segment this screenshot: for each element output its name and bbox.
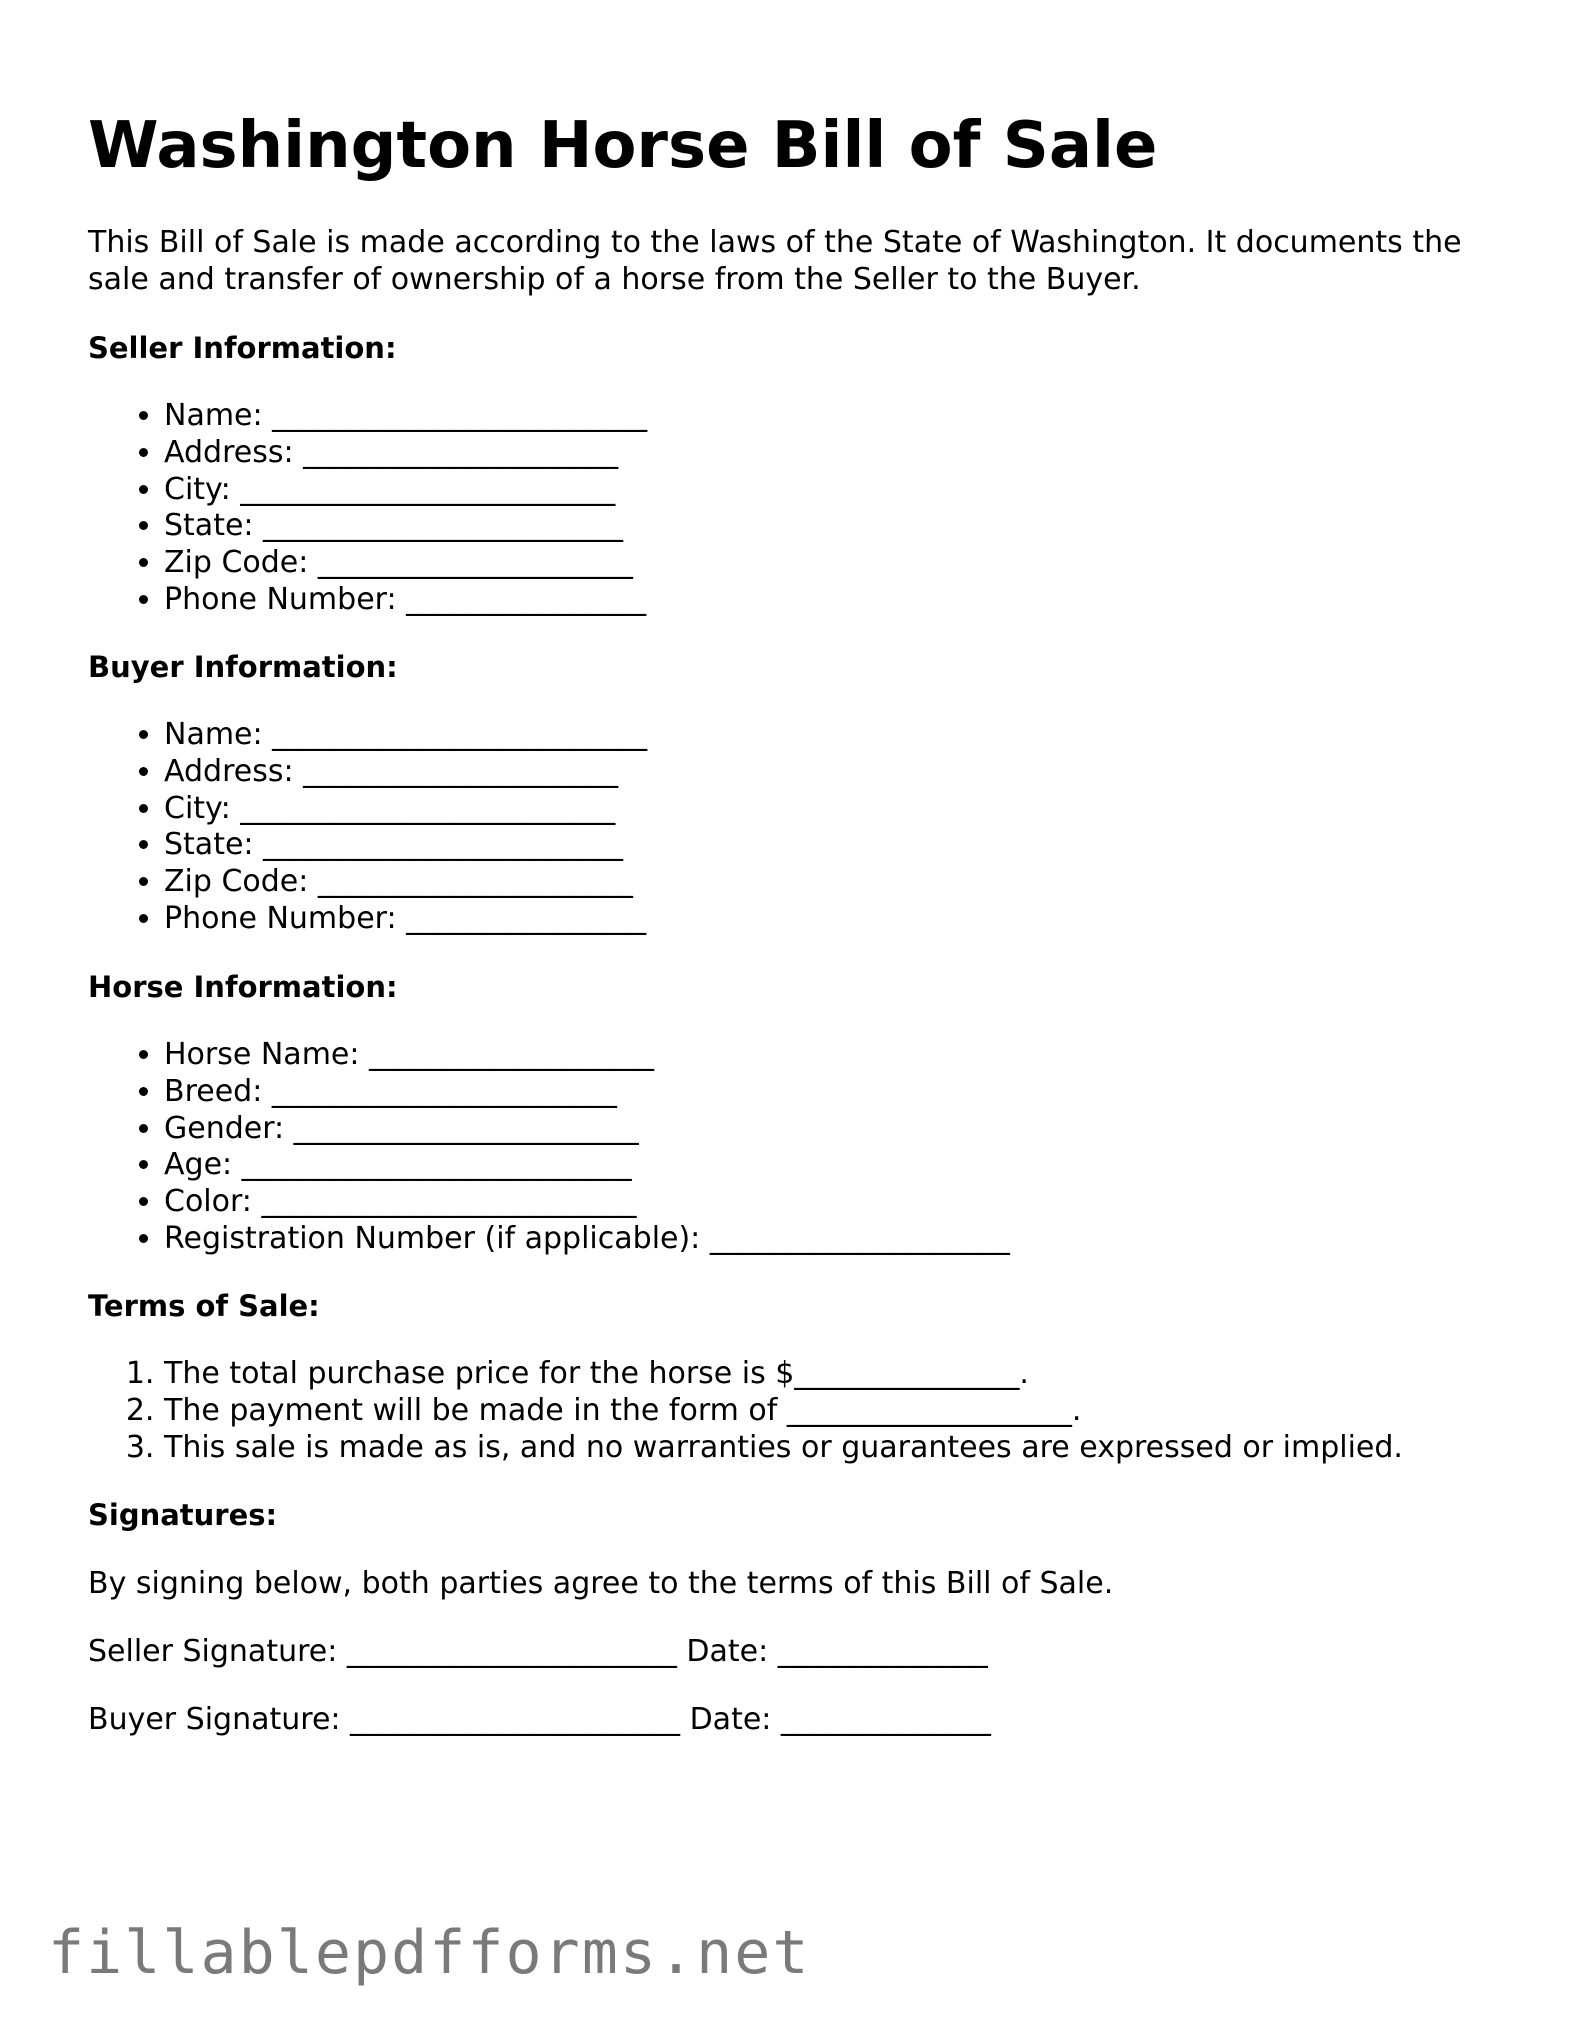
seller-fields-list bbox=[88, 398, 1508, 619]
seller-phone-field[interactable]: • Phone Number: ________________ bbox=[164, 582, 1508, 619]
signatures-heading: Signatures: bbox=[88, 1498, 278, 1532]
terms-payment-item[interactable]: 2. The payment will be made in the form of ___________________. bbox=[164, 1393, 1508, 1430]
seller-heading: Seller Information: bbox=[88, 331, 397, 365]
horse-name-field[interactable]: • Horse Name: ___________________ bbox=[164, 1037, 1508, 1074]
buyer-section bbox=[88, 649, 1508, 938]
seller-state-field[interactable]: • State: ________________________ bbox=[164, 508, 1508, 545]
horse-registration-field[interactable]: • Registration Number (if applicable): ____________________ bbox=[164, 1221, 1508, 1258]
page-title: Washington Horse Bill of Sale bbox=[88, 109, 1158, 183]
signatures-intro: By signing below, both parties agree to the terms of this Bill of Sale. bbox=[88, 1566, 1114, 1601]
horse-color-field[interactable]: • Color: _________________________ bbox=[164, 1184, 1508, 1221]
signatures-section bbox=[88, 1497, 1508, 1738]
buyer-state-field[interactable]: • State: ________________________ bbox=[164, 827, 1508, 864]
terms-section bbox=[88, 1288, 1508, 1466]
horse-age-field[interactable]: • Age: __________________________ bbox=[164, 1147, 1508, 1184]
intro-paragraph: This Bill of Sale is made according to the laws of the State of Washington. It documents the sale and transfer of ownership of a horse from the Seller to the Buyer. bbox=[88, 225, 1462, 297]
buyer-city-field[interactable]: • City: _________________________ bbox=[164, 791, 1508, 828]
horse-section bbox=[88, 969, 1508, 1258]
buyer-name-field[interactable]: • Name: _________________________ bbox=[164, 717, 1508, 754]
watermark-text: fillablepdfforms.net bbox=[48, 1918, 811, 1988]
buyer-fields-list bbox=[88, 717, 1508, 938]
buyer-phone-field[interactable]: • Phone Number: ________________ bbox=[164, 901, 1508, 938]
terms-as-is-item: 3. This sale is made as is, and no warranties or guarantees are expressed or implied. bbox=[164, 1430, 1508, 1467]
buyer-address-field[interactable]: • Address: _____________________ bbox=[164, 754, 1508, 791]
seller-zip-field[interactable]: • Zip Code: _____________________ bbox=[164, 545, 1508, 582]
seller-city-field[interactable]: • City: _________________________ bbox=[164, 472, 1508, 509]
seller-name-field[interactable]: • Name: _________________________ bbox=[164, 398, 1508, 435]
seller-address-field[interactable]: • Address: _____________________ bbox=[164, 435, 1508, 472]
buyer-heading: Buyer Information: bbox=[88, 650, 398, 684]
horse-breed-field[interactable]: • Breed: _______________________ bbox=[164, 1074, 1508, 1111]
seller-section bbox=[88, 330, 1508, 619]
horse-fields-list bbox=[88, 1037, 1508, 1258]
terms-heading: Terms of Sale: bbox=[88, 1289, 320, 1323]
horse-heading: Horse Information: bbox=[88, 970, 398, 1004]
seller-signature-line[interactable]: Seller Signature: ______________________ Date: ______________ bbox=[88, 1634, 988, 1669]
buyer-zip-field[interactable]: • Zip Code: _____________________ bbox=[164, 864, 1508, 901]
terms-list bbox=[88, 1356, 1508, 1466]
terms-price-item[interactable]: 1. The total purchase price for the horse is $_______________. bbox=[164, 1356, 1508, 1393]
horse-gender-field[interactable]: • Gender: _______________________ bbox=[164, 1111, 1508, 1148]
buyer-signature-line[interactable]: Buyer Signature: ______________________ Date: ______________ bbox=[88, 1702, 991, 1737]
